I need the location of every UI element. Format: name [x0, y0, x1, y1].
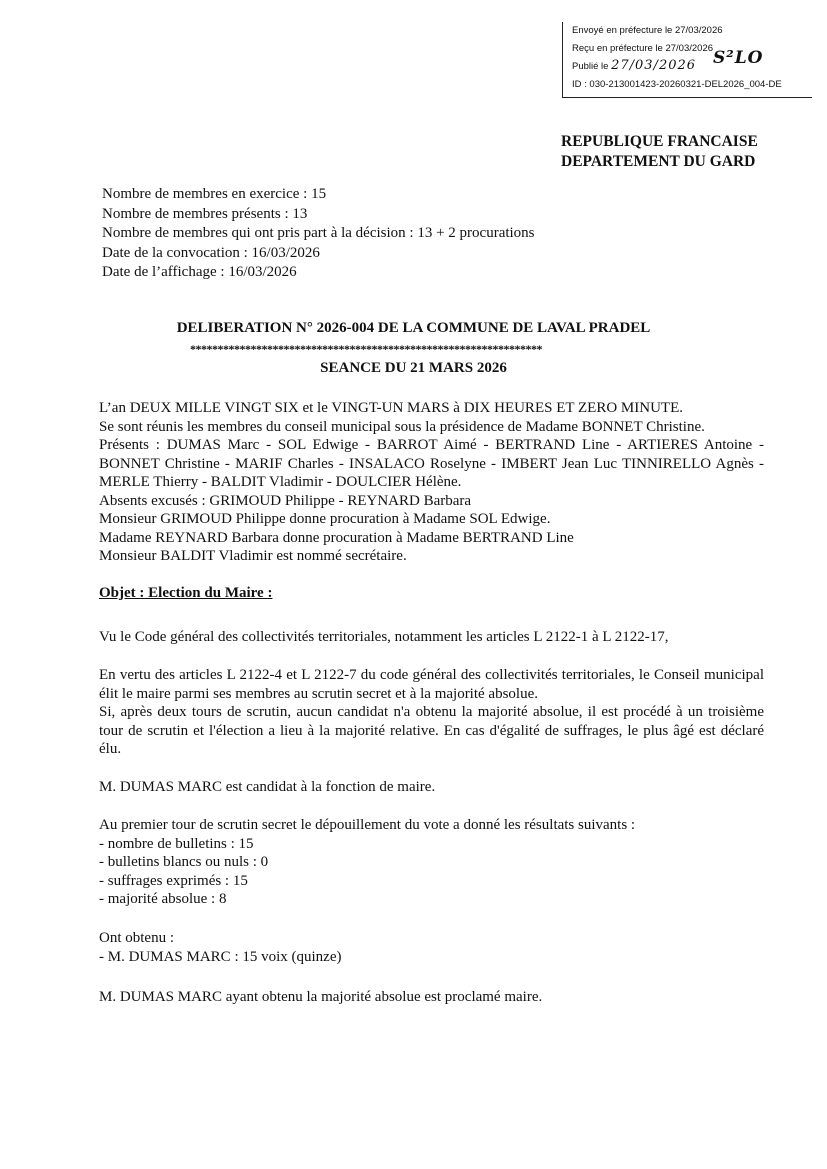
results-block: [99, 816, 764, 909]
obtained-label: Ont obtenu :: [99, 930, 174, 946]
attendance-line: Monsieur GRIMOUD Philippe donne procuration à Madame SOL Edwige.: [99, 511, 551, 527]
result-item: - bulletins blancs ou nuls : 0: [99, 854, 269, 870]
attendance-line: L’an DEUX MILLE VINGT SIX et le VINGT-UN MARS à DIX HEURES ET ZERO MINUTE.: [99, 400, 683, 416]
attendance-line: Se sont réunis les membres du conseil municipal sous la présidence de Madame BONNET Christine.: [99, 418, 705, 435]
result-item: - nombre de bulletins : 15: [99, 835, 254, 852]
deliberation-title: DELIBERATION N° 2026-004 DE LA COMMUNE DE LAVAL PRADEL: [176, 320, 651, 336]
stamp-sent: Envoyé en préfecture le 27/03/2026: [572, 25, 723, 36]
stamp-signature: S²LO: [713, 48, 764, 68]
article-paragraph-1: En vertu des articles L 2122-4 et L 2122-7 du code général des collectivités territoriales, le Conseil municipal élit le maire parmi ses membres au scrutin secret et à la majorité absolue.: [99, 667, 764, 702]
header-department: DEPARTEMENT DU GARD: [561, 153, 756, 170]
header-republic: REPUBLIQUE FRANCAISE: [561, 133, 758, 150]
members-block: [102, 185, 535, 283]
stamp-published: [572, 57, 812, 76]
candidate-line: M. DUMAS MARC est candidat à la fonction de maire.: [99, 779, 436, 795]
attendance-line: Monsieur BALDIT Vladimir est nommé secrétaire.: [99, 548, 407, 564]
attendance-line: Madame REYNARD Barbara donne procuration à Madame BERTRAND Line: [99, 529, 574, 546]
members-line: Date de la convocation : 16/03/2026: [102, 244, 320, 261]
article-paragraph-2: Si, après deux tours de scrutin, aucun candidat n'a obtenu la majorité absolue, il est procédé à un troisième tour de scrutin et l'élection a lieu à la majorité relative. En cas d'égalité de suffrages, le plus âgé est déclaré élu.: [99, 704, 764, 757]
separator-stars: ****************************************************************: [190, 342, 542, 356]
attendance-line: Absents excusés : GRIMOUD Philippe - REYNARD Barbara: [99, 492, 472, 509]
members-line: Date de l’affichage : 16/03/2026: [102, 264, 297, 280]
obtained-result: - M. DUMAS MARC : 15 voix (quinze): [99, 948, 342, 965]
result-item: - suffrages exprimés : 15: [99, 872, 248, 889]
members-line: Nombre de membres en exercice : 15: [102, 186, 327, 202]
stamp-published-date: 27/03/2026: [611, 58, 697, 73]
result-item: - majorité absolue : 8: [99, 891, 227, 907]
members-line: Nombre de membres qui ont pris part à la décision : 13 + 2 procurations: [102, 225, 535, 241]
prefecture-stamp: [562, 22, 812, 98]
stamp-published-label: Publié le: [572, 61, 609, 72]
document-header: [561, 132, 758, 172]
article-paragraph: [99, 666, 764, 759]
stamp-id: ID : 030-213001423-20260321-DEL2026_004-DE: [572, 78, 782, 90]
conclusion-line: M. DUMAS MARC ayant obtenu la majorité absolue est proclamé maire.: [99, 989, 543, 1005]
attendance-block: [99, 399, 764, 566]
results-intro: Au premier tour de scrutin secret le dépouillement du vote a donné les résultats suivants :: [99, 817, 636, 833]
obtained-block: [99, 929, 764, 966]
vu-paragraph: Vu le Code général des collectivités territoriales, notamment les articles L 2122-1 à L 2122-17,: [99, 629, 669, 645]
attendance-line: Présents : DUMAS Marc - SOL Edwige - BARROT Aimé - BERTRAND Line - ARTIERES Antoine - BONNET Christine - MARIF Charles - INSALACO Roselyne - IMBERT Jean Luc TINNIRELLO Agnès - MERLE Thierry - BALDIT Vladimir - DOULCIER Hélène.: [99, 437, 764, 490]
members-line: Nombre de membres présents : 13: [102, 205, 308, 222]
seance-title: SEANCE DU 21 MARS 2026: [320, 360, 507, 376]
stamp-received: Reçu en préfecture le 27/03/2026: [572, 42, 714, 54]
object-heading: Objet : Election du Maire :: [99, 585, 273, 601]
